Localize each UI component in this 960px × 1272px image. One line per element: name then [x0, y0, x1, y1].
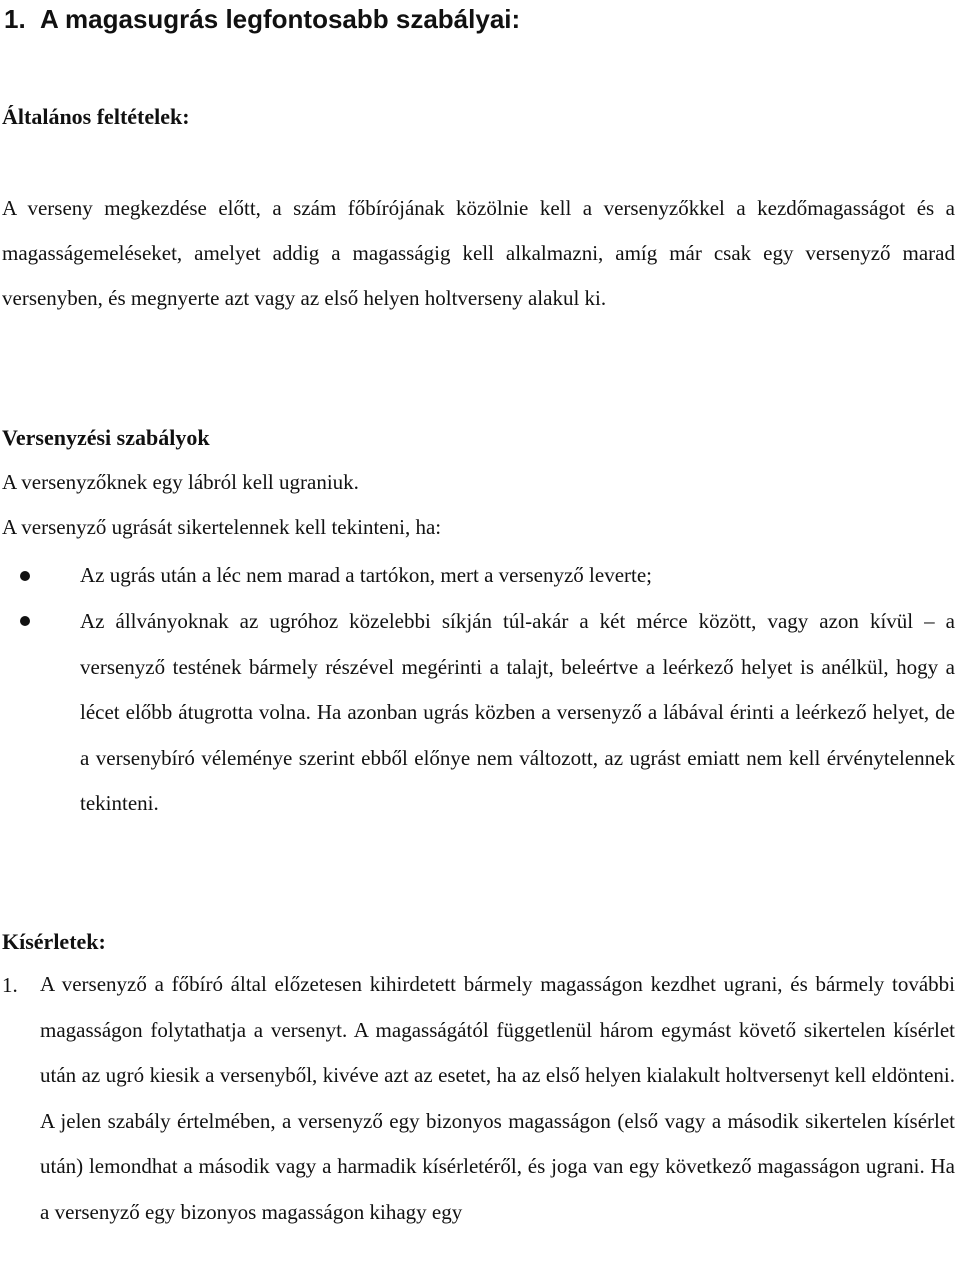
attempt-rule-text: A versenyző a főbíró által előzetesen kihirdetett bármely magasságon kezdhet ugrani, és bármely további magasságon folytathatja a versenyt. A magasságától függetlenül három egymást követő sikertelen kísérlet után az ugró kiesik a versenyből, kivéve azt az esetet, ha az első helyen kialakult holtversenyt kell eldönteni. A jelen szabály értelmében, a versenyző egy bizonyos magasságon (első vagy a második sikertelen kísérlet után) lemondhat a második vagy a harmadik kísérletéről, és joga van egy következő magasságon ugrani. Ha a versenyző egy bizonyos magasságon kihagy egy: [40, 972, 955, 1224]
failure-condition-item: Az állványoknak az ugróhoz közelebbi síkján túl-akár a két mérce között, vagy azon kívül – a versenyző testének bármely részével megérinti a talajt, beleértve a leérkező helyet is anélkül, hogy a lécet előbb átugrotta volna. Ha azonban ugrás közben a versenyző a lábával érinti a leérkező helyet, de a versenybíró véleménye szerint ebből előnye nem változott, az ugrást emiatt nem kell érvénytelennek tekinteni.: [80, 609, 955, 816]
general-conditions-title: Általános feltételek:: [2, 104, 190, 129]
section-title: A magasugrás legfontosabb szabályai:: [40, 4, 521, 34]
section-heading: [4, 4, 520, 34]
attempts-title: Kísérletek:: [2, 929, 106, 954]
competition-rules-line-1: A versenyzőknek egy lábról kell ugraniuk.: [2, 470, 359, 494]
competition-rules-line-2: A versenyző ugrását sikertelennek kell tekinteni, ha:: [2, 515, 442, 539]
general-conditions-text: A verseny megkezdése előtt, a szám főbírójának közölnie kell a versenyzőkkel a kezdőmagasságot és a magasságemeléseket, amelyet addig a magasságig kell alkalmazni, amíg már csak egy versenyző marad versenyben, és megnyerte azt vagy az első helyen holtverseny alakul ki.: [2, 196, 955, 310]
bullet-icon: [20, 571, 30, 581]
failure-condition-item: Az ugrás után a léc nem marad a tartókon, mert a versenyző leverte;: [80, 563, 652, 587]
competition-rules-title: Versenyzési szabályok: [2, 425, 210, 450]
attempt-rule-number: 1.: [2, 973, 18, 997]
bullet-icon: [20, 616, 30, 626]
section-number: 1.: [4, 4, 26, 34]
